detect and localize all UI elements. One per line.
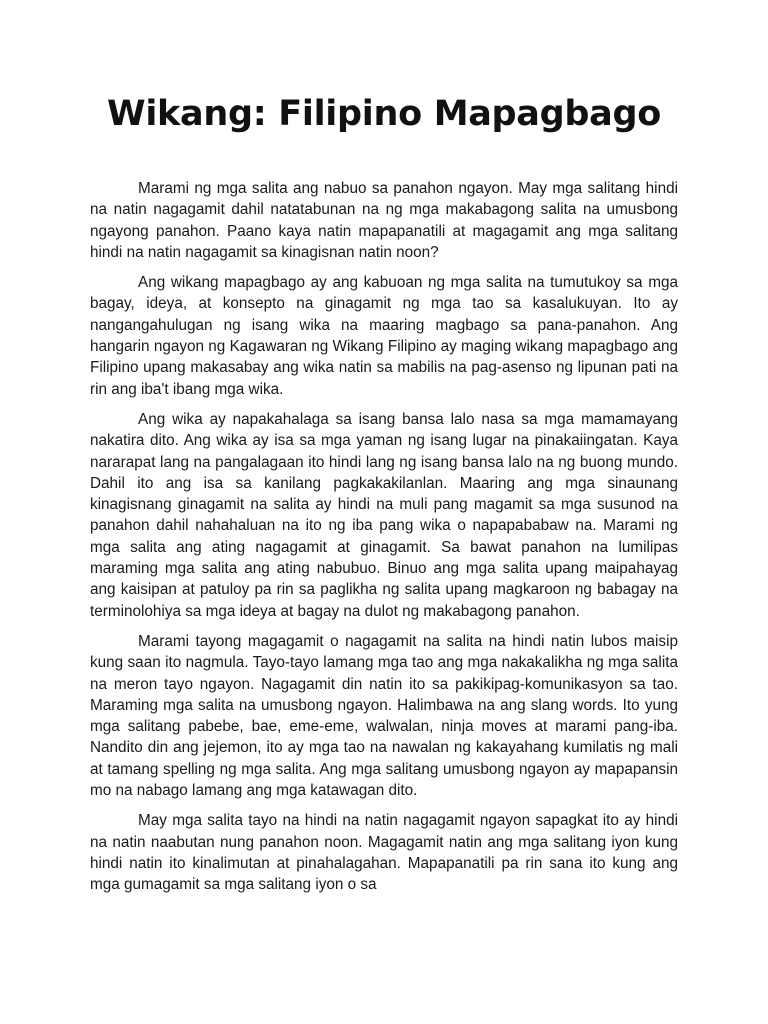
document-title: Wikang: Filipino Mapagbago bbox=[107, 94, 661, 134]
document-body bbox=[90, 178, 678, 905]
paragraph-3: Ang wika ay napakahalaga sa isang bansa lalo nasa sa mga mamamayang nakatira dito. Ang wika ay isa sa mga yaman ng isang lugar na pinakaiingatan. Kaya nararapat lang na pangalagaan ito hindi lang ng isang bansa lalo na ng buong mundo. Dahil ito ang isa sa kanilang pagkakakilanlan. Maaring ang mga sinaunang kinagisnang ginagamit na salita ay hindi na muli pang magamit sa mga susunod na panahon dahil nahahaluan na ito ng iba pang wika o napapababaw na. Marami ng mga salita ang ating nagagamit at ginagamit. Sa bawat panahon na lumilipas maraming mga salita ang ating nabubuo. Binuo ang mga salita upang maipahayag ang kaisipan at patuloy pa rin sa paglikha ng salita upang magkaroon ng babagay na terminolohiya sa mga ideya at bagay na dulot ng makabagong panahon. bbox=[90, 410, 678, 620]
paragraph-1: Marami ng mga salita ang nabuo sa panahon ngayon. May mga salitang hindi na natin nagagamit dahil natatabunan na ng mga makabagong salita na umusbong ngayong panahon. Paano kaya natin mapapanatili at magagamit ang mga salitang hindi na natin nagagamit sa kinagisnan natin noon? bbox=[90, 180, 678, 261]
paragraph-2: Ang wikang mapagbago ay ang kabuoan ng mga salita na tumutukoy sa mga bagay, ideya, at konsepto na ginagamit ng mga tao sa kasalukuyan. Ito ay nangangahulugan ng isang wika na maaring magbago sa pana-panahon. Ang hangarin ngayon ng Kagawaran ng Wikang Filipino ay maging wikang mapagbago ang Filipino upang makasabay ang wika natin sa mabilis na pag-asenso ng lipunan pati na rin ang iba't ibang mga wika. bbox=[90, 274, 678, 398]
paragraph-4: Marami tayong magagamit o nagagamit na salita na hindi natin lubos maisip kung saan ito nagmula. Tayo-tayo lamang mga tao ang mga nakakalikha ng mga salita na meron tayo ngayon. Nagagamit din natin ito sa pakikipag-komunikasyon sa tao. Maraming mga salita na umusbong ngayon. Halimbawa na ang slang words. Ito yung mga salitang pabebe, bae, eme-eme, walwalan, ninja moves at marami pang-iba. Nandito din ang jejemon, ito ay mga tao na nawalan ng kakayahang kumilatis ng mali at tamang spelling ng mga salita. Ang mga salitang umusbong ngayon ay mapapansin mo na nabago lamang ang mga katawagan dito. bbox=[90, 632, 678, 800]
paragraph-5: May mga salita tayo na hindi na natin nagagamit ngayon sapagkat ito ay hindi na natin naabutan nung panahon noon. Magagamit natin ang mga salitang iyon kung hindi natin ito kinalimutan at pinahalagahan. Mapapanatili pa rin sana ito kung ang mga gumagamit sa mga salitang iyon o sa bbox=[90, 812, 678, 894]
